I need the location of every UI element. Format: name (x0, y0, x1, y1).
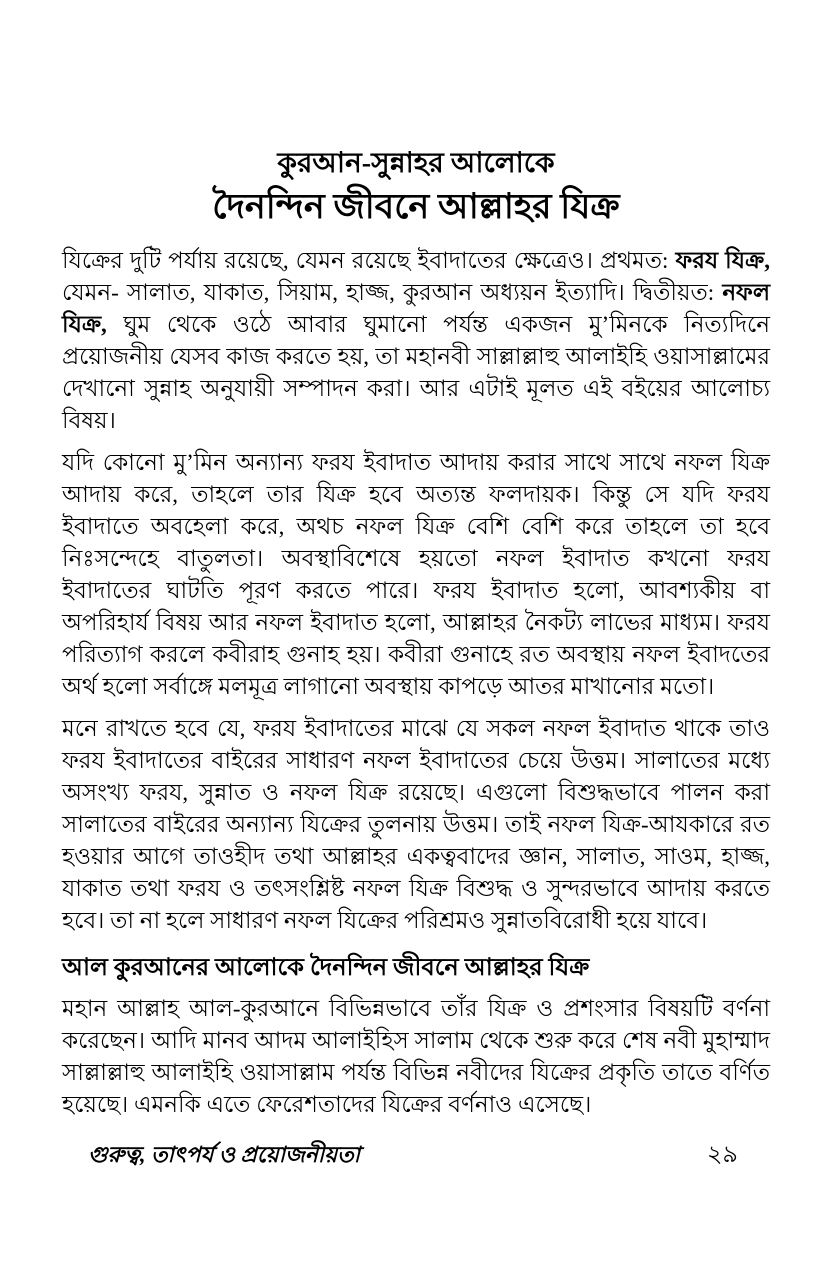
paragraph-1-bold-phrase-nafal-zikr: নফল যিক্র, (62, 279, 770, 337)
body-text (62, 245, 770, 1121)
page-content (62, 146, 770, 1131)
paragraph-3: মনে রাখতে হবে যে, ফরয ইবাদাতের মাঝে যে সকল নফল ইবাদাত থাকে তাও ফরয ইবাদাতের বাইরের সাধারণ নফল ইবাদাতের চেয়ে উত্তম। সালাতের মধ্যে অসংখ্য ফরয, সুন্নাত ও নফল যিক্র রয়েছে। এগুলো বিশুদ্ধভাবে পালন করা সালাতের বাইরের অন্যান্য যিক্রের তুলনায় উত্তম। তাই নফল যিক্র-আযকারে রত হওয়ার আগে তাওহীদ তথা আল্লাহর একত্ববাদের জ্ঞান, সালাত, সাওম, হাজ্জ, যাকাত তথা ফরয ও তৎসংশ্লিষ্ট নফল যিক্র বিশুদ্ধ ও সুন্দরভাবে আদায় করতে হবে। তা না হলে সাধারণ নফল যিক্রের পরিশ্রমও সুন্নাতবিরোধী হয়ে যাবে। (62, 715, 770, 933)
chapter-title-block (62, 146, 770, 229)
footer-chapter-name: গুরুত্ব, তাৎপর্য ও প্রয়োজনীয়তা (88, 1142, 361, 1167)
paragraph-1-bold-phrase-faraz-zikr: ফরয যিক্র, (675, 247, 770, 273)
paragraph-4: মহান আল্লাহ আল-কুরআনে বিভিন্নভাবে তাঁর যিক্র ও প্রশংসার বিষয়টি বর্ণনা করেছেন। আদি মানব আদম আলাইহিস সালাম থেকে শুরু করে শেষ নবী মুহাম্মাদ সাল্লাল্লাহু আলাইহি ওয়াসাল্লাম পর্যন্ত বিভিন্ন নবীদের যিক্রের প্রকৃতি তাতে বর্ণিত হয়েছে। এমনকি এতে ফেরেশতাদের যিক্রের বর্ণনাও এসেছে। (62, 995, 770, 1117)
paragraph-1-text: ঘুম থেকে ওঠে আবার ঘুমানো পর্যন্ত একজন মু’মিনকে নিত্যদিনে প্রয়োজনীয় যেসব কাজ করতে হয়, তা মহানবী সাল্লাল্লাহু আলাইহি ওয়াসাল্লামের দেখানো সুন্নাহ অনুযায়ী সম্পাদন করা। আর এটাই মূলত এই বইয়ের আলোচ্য বিষয়। (62, 311, 770, 433)
paragraph-1 (62, 245, 770, 437)
paragraph-1-text: যেমন- সালাত, যাকাত, সিয়াম, হাজ্জ, কুরআন অধ্যয়ন ইত্যাদি। দ্বিতীয়ত: (62, 279, 723, 305)
footer-page-number: ২৯ (706, 1142, 738, 1168)
page-footer (88, 1136, 738, 1176)
paragraph-2: যদি কোনো মু’মিন অন্যান্য ফরয ইবাদাত আদায় করার সাথে সাথে নফল যিক্র আদায় করে, তাহলে তার যিক্র হবে অত্যন্ত ফলদায়ক। কিন্তু সে যদি ফরয ইবাদাতে অবহেলা করে, অথচ নফল যিক্র বেশি বেশি করে তাহলে তা হবে নিঃসন্দেহে বাতুলতা। অবস্থাবিশেষে হয়তো নফল ইবাদাত কখনো ফরয ইবাদাতের ঘাটতি পূরণ করতে পারে। ফরয ইবাদাত হলো, আবশ্যকীয় বা অপরিহার্য বিষয় আর নফল ইবাদাত হলো, আল্লাহর নৈকট্য লাভের মাধ্যম। ফরয পরিত্যাগ করলে কবীরাহ গুনাহ হয়। কবীরা গুনাহে রত অবস্থায় নফল ইবাদতের অর্থ হলো সর্বাঙ্গে মলমূত্র লাগানো অবস্থায় কাপড়ে আতর মাখানোর মতো। (62, 449, 770, 699)
paragraph-1-text: যিক্রের দুটি পর্যায় রয়েছে, যেমন রয়েছে ইবাদাতের ক্ষেত্রেও। প্রথমত: (62, 247, 676, 273)
chapter-title-line2: দৈনন্দিন জীবনে আল্লাহর যিক্র (212, 187, 620, 226)
chapter-title-line1: কুরআন-সুন্নাহর আলোকে (277, 148, 555, 179)
section-subheading: আল কুরআনের আলোকে দৈনন্দিন জীবনে আল্লাহর যিক্র (62, 954, 590, 981)
